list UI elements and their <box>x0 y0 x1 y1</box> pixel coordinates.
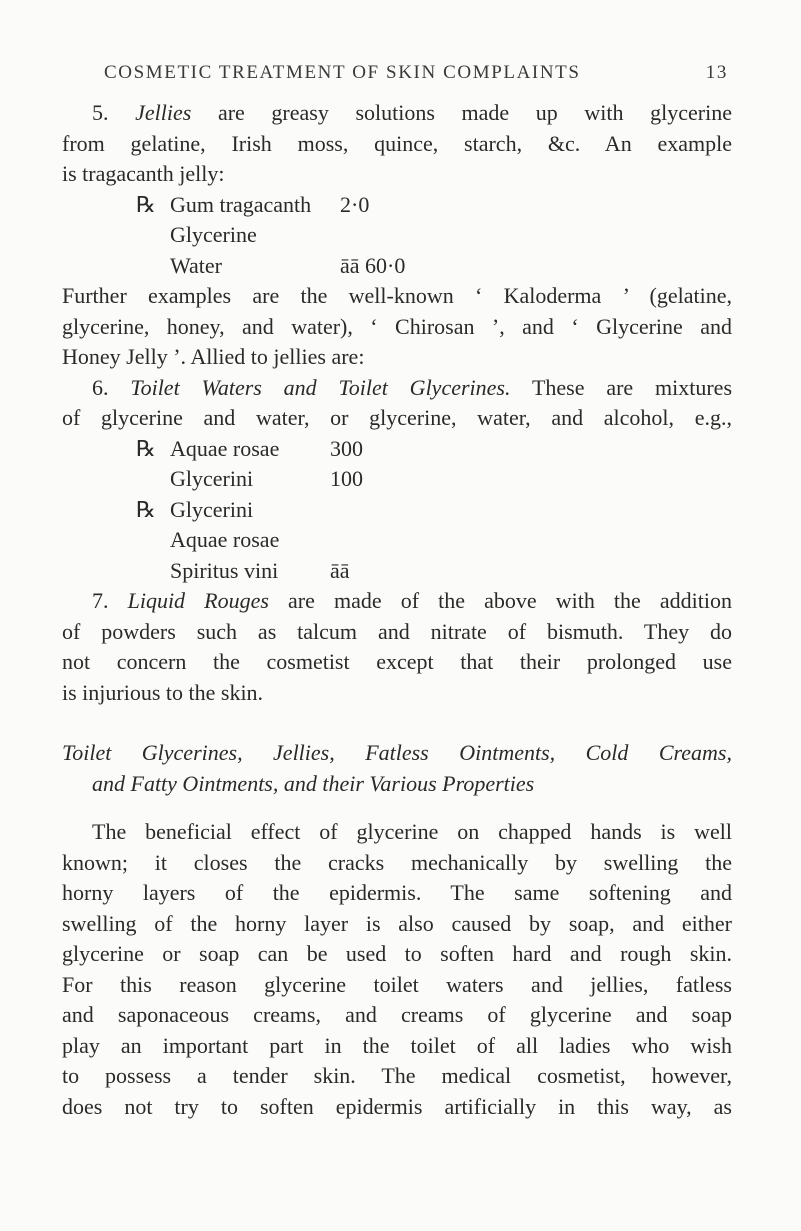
para7-line-2: of powders such as talcum and nitrate of bismuth. They do <box>62 618 732 644</box>
body-line-10: does not try to soften epidermis artificially in this way, as <box>62 1093 732 1119</box>
recipe-symbol <box>136 220 170 251</box>
recipe-symbol <box>136 525 170 556</box>
body-line-1 <box>62 817 732 848</box>
ingredient-quantity: 300 <box>330 435 363 461</box>
prescription-3 <box>136 495 732 587</box>
para6-line-2: of glycerine and water, or glycerine, water, and alcohol, e.g., <box>62 405 732 430</box>
para6-line-1-text: These are mixtures <box>531 374 733 400</box>
para6-number: 6. <box>92 374 109 400</box>
running-title: COSMETIC TREATMENT OF SKIN COMPLAINTS <box>104 62 581 83</box>
recipe-symbol: ℞ <box>136 435 156 461</box>
ingredient-quantity: 2·0 <box>340 191 370 217</box>
section-heading <box>62 738 732 799</box>
body-line-2: known; it closes the cracks mechanically by swelling the <box>62 849 732 875</box>
para5-line-3: is tragacanth jelly: <box>62 161 225 186</box>
further-line-2: glycerine, honey, and water), ‘ Chirosan ’, and ‘ Glycerine and <box>62 313 732 339</box>
ingredient-name: Aquae rosae <box>170 527 280 552</box>
para5-line-2: from gelatine, Irish moss, quince, starch, &c. An example <box>62 130 732 156</box>
ingredient-quantity: āā 60·0 <box>340 252 406 278</box>
section-heading-line-2: and Fatty Ointments, and their Various Properties <box>92 770 535 796</box>
para7-term: Liquid Rouges <box>127 588 269 613</box>
recipe-symbol: ℞ <box>136 496 156 522</box>
body-line-8: play an important part in the toilet of all ladies who wish <box>62 1032 732 1058</box>
ingredient-name: Glycerini <box>170 496 254 522</box>
para7-line-4: is injurious to the skin. <box>62 679 264 705</box>
ingredient-quantity: āā <box>330 557 350 583</box>
para6-term: Toilet Waters and Toilet Glycerines. <box>130 374 511 400</box>
section-heading-line-1: Toilet Glycerines, Jellies, Fatless Ointments, Cold Creams, <box>62 740 732 765</box>
ingredient-name: Glycerine <box>170 222 257 247</box>
ingredient-quantity <box>340 220 430 251</box>
ingredient-name: Gum tragacanth <box>170 191 312 217</box>
body-line-6: For this reason glycerine toilet waters and jellies, fatless <box>62 971 732 997</box>
body-line-9: to possess a tender skin. The medical cosmetist, however, <box>62 1063 732 1088</box>
ingredient-quantity <box>330 495 410 526</box>
page-number: 13 <box>705 62 728 83</box>
ingredient-quantity: 100 <box>330 466 363 491</box>
para5-line-1 <box>62 98 732 129</box>
further-line-3: Honey Jelly ’. Allied to jellies are: <box>62 344 365 369</box>
recipe-symbol <box>136 556 170 587</box>
para7-line-1-text: are made of the above with the addition <box>288 588 732 613</box>
further-line-1: Further examples are the well-known ‘ Kaloderma ’ (gelatine, <box>62 283 732 308</box>
para5-line-1-text: are greasy solutions made up with glycerine <box>217 100 732 125</box>
ingredient-name: Water <box>170 252 222 278</box>
body-line-7: and saponaceous creams, and creams of glycerine and soap <box>62 1002 732 1027</box>
para7-line-3: not concern the cosmetist except that their prolonged use <box>62 649 732 674</box>
prescription-1 <box>136 190 732 282</box>
para7-line-1 <box>62 586 732 617</box>
recipe-symbol <box>136 251 170 282</box>
spacer <box>62 708 732 738</box>
ingredient-name: Glycerini <box>170 466 254 491</box>
recipe-symbol <box>136 464 170 495</box>
body-line-1-text: The beneficial effect of glycerine on chapped hands is well <box>92 819 732 844</box>
prescription-2 <box>136 434 732 495</box>
para5-number: 5. <box>92 100 109 125</box>
recipe-symbol: ℞ <box>136 191 156 217</box>
ingredient-quantity <box>330 525 410 556</box>
para6-line-1 <box>62 373 732 404</box>
page-body <box>62 98 732 1122</box>
body-line-3: horny layers of the epidermis. The same softening and <box>62 880 732 905</box>
ingredient-name: Aquae rosae <box>170 435 280 461</box>
body-line-4: swelling of the horny layer is also caused by soap, and either <box>62 910 732 936</box>
para5-term: Jellies <box>135 100 192 125</box>
body-line-5: glycerine or soap can be used to soften hard and rough skin. <box>62 941 732 966</box>
para7-number: 7. <box>92 588 109 613</box>
ingredient-name: Spiritus vini <box>170 557 279 583</box>
spacer <box>62 799 732 817</box>
